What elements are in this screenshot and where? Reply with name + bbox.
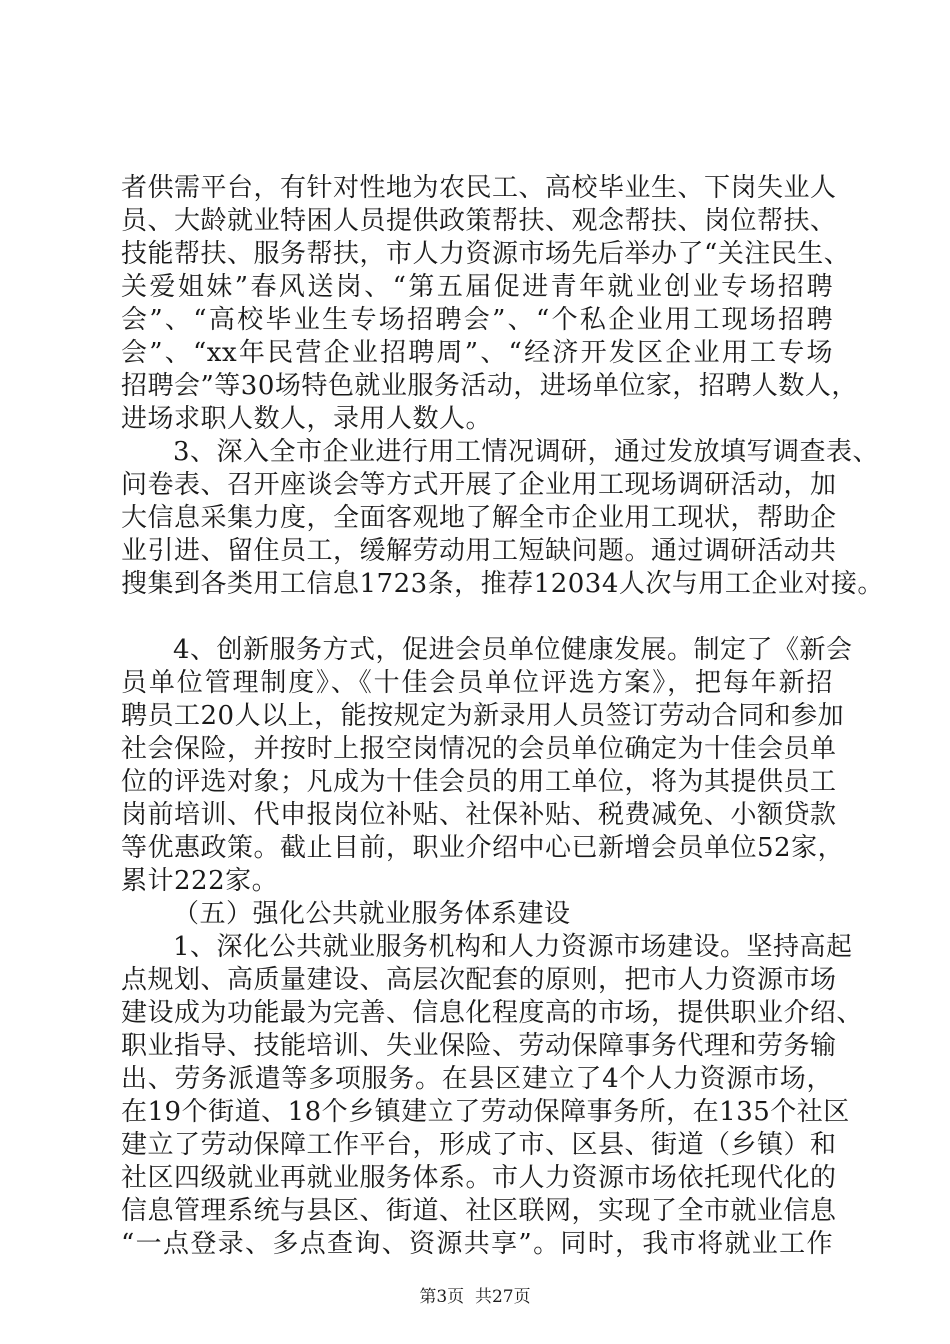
paragraph-start-line: 3、深入全市企业进行用工情况调研，通过发放填写调查表、 xyxy=(173,437,880,467)
text-line: 大信息采集力度，全面客观地了解全市企业用工现状，帮助企 xyxy=(121,503,837,533)
text-line: 技能帮扶、服务帮扶，市人力资源市场先后举办了“关注民生、 xyxy=(121,239,851,269)
text-line: 点规划、高质量建设、高层次配套的原则，把市人力资源市场 xyxy=(121,965,837,995)
paragraph-start-line: 4、创新服务方式，促进会员单位健康发展。制定了《新会 xyxy=(173,635,853,665)
text-line: 出、劳务派遣等多项服务。在县区建立了4个人力资源市场， xyxy=(121,1064,833,1094)
text-line: 业引进、留住员工，缓解劳动用工短缺问题。通过调研活动共 xyxy=(121,536,837,566)
text-line: 聘员工20人以上，能按规定为新录用人员签订劳动合同和参加 xyxy=(121,701,845,731)
text-line: 位的评选对象；凡成为十佳会员的用工单位，将为其提供员工 xyxy=(121,767,837,797)
paragraph-start-line: 1、深化公共就业服务机构和人力资源市场建设。坚持高起 xyxy=(173,932,853,962)
text-line: 社会保险，并按时上报空岗情况的会员单位确定为十佳会员单 xyxy=(121,734,837,764)
text-line: 员单位管理制度》、《十佳会员单位评选方案》，把每年新招 xyxy=(121,668,833,698)
page-number-footer: 第3页 共27页 xyxy=(419,1287,531,1307)
text-line: 会”、“高校毕业生专场招聘会”、“个私企业用工现场招聘 xyxy=(121,305,833,335)
text-line: 建设成为功能最为完善、信息化程度高的市场，提供职业介绍、 xyxy=(121,998,864,1028)
text-line: 岗前培训、代申报岗位补贴、社保补贴、税费减免、小额贷款 xyxy=(121,800,837,830)
text-line: 进场求职人数人，录用人数人。 xyxy=(121,404,493,434)
text-line: “一点登录、多点查询、资源共享”。同时，我市将就业工作 xyxy=(121,1229,833,1259)
text-line: 员、大龄就业特困人员提供政策帮扶、观念帮扶、岗位帮扶、 xyxy=(121,206,837,236)
text-line: 职业指导、技能培训、失业保险、劳动保障事务代理和劳务输 xyxy=(121,1031,837,1061)
text-line: 会”、“xx年民营企业招聘周”、“经济开发区企业用工专场 xyxy=(121,338,833,368)
text-line: 搜集到各类用工信息1723条，推荐12034人次与用工企业对接。 xyxy=(121,569,884,599)
section-heading: （五）强化公共就业服务体系建设 xyxy=(173,899,571,929)
text-line: 建立了劳动保障工作平台，形成了市、区县、街道（乡镇）和 xyxy=(121,1130,837,1160)
text-line: 在19个街道、18个乡镇建立了劳动保障事务所，在135个社区 xyxy=(121,1097,850,1127)
text-line: 社区四级就业再就业服务体系。市人力资源市场依托现代化的 xyxy=(121,1163,837,1193)
text-line: 者供需平台，有针对性地为农民工、高校毕业生、下岗失业人 xyxy=(121,173,837,203)
text-line: 招聘会”等30场特色就业服务活动，进场单位家，招聘人数人， xyxy=(121,371,858,401)
text-line: 累计222家。 xyxy=(121,866,279,896)
text-line: 关爱姐妹”春风送岗、“第五届促进青年就业创业专场招聘 xyxy=(121,272,833,302)
text-line: 等优惠政策。截止目前，职业介绍中心已新增会员单位52家， xyxy=(121,833,845,863)
text-line: 问卷表、召开座谈会等方式开展了企业用工现场调研活动，加 xyxy=(121,470,837,500)
text-line: 信息管理系统与县区、街道、社区联网，实现了全市就业信息 xyxy=(121,1196,837,1226)
